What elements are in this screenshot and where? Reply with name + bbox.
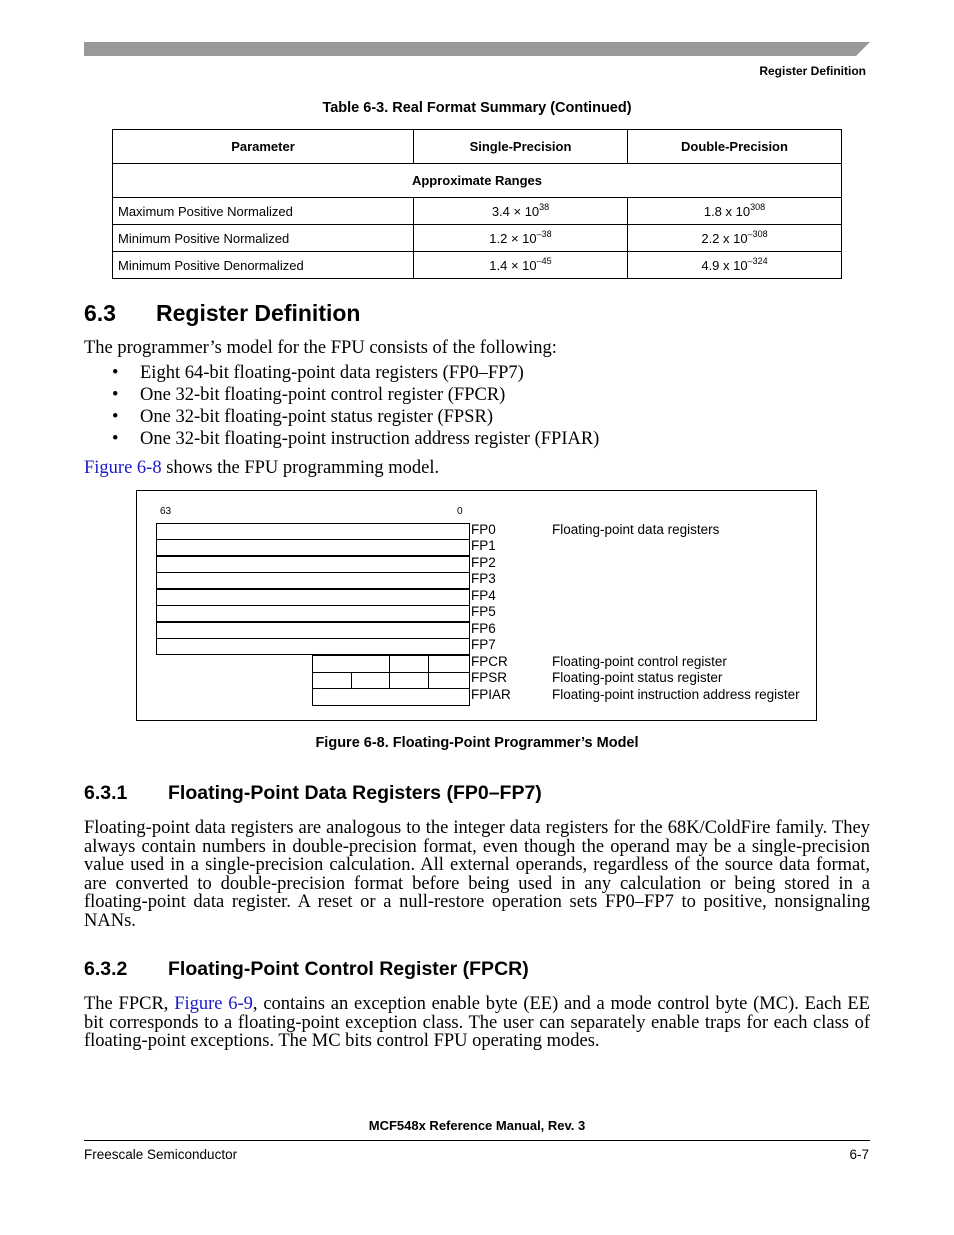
- figure-caption: Figure 6-8. Floating-Point Programmer’s Model: [315, 735, 639, 751]
- param-cell: Minimum Positive Normalized: [113, 225, 414, 252]
- table-row: [113, 198, 842, 225]
- real-format-table: [112, 129, 842, 279]
- register-list: [112, 362, 599, 450]
- fp3-register: [156, 572, 470, 589]
- fp7-register: [156, 638, 470, 655]
- fpcr-field: [312, 655, 390, 673]
- register-description: Floating-point instruction address register: [552, 687, 800, 702]
- register-label: FP1: [471, 538, 496, 553]
- param-cell: Maximum Positive Normalized: [113, 198, 414, 225]
- register-label: FPIAR: [471, 687, 511, 702]
- double-cell: 1.8 x $10^{308}$: [628, 198, 842, 225]
- figure-6-8-link[interactable]: Figure 6-8: [84, 458, 162, 478]
- table-caption: Table 6-3. Real Format Summary (Continued): [322, 100, 632, 116]
- param-cell: Minimum Positive Denormalized: [113, 252, 414, 279]
- subsection-body: The FPCR, Figure 6-9, contains an exception enable byte (EE) and a mode control byte (MC). Each EE bit corresponds to a floating-point exception class. The user can separately enable traps for each class of floating-point exceptions. The MC bits control FPU operating modes.: [84, 994, 870, 1051]
- running-title: Register Definition: [759, 64, 866, 78]
- table-span-row: [113, 164, 842, 198]
- span-label: Approximate Ranges: [113, 164, 842, 198]
- table-row: [113, 252, 842, 279]
- register-label: FP2: [471, 555, 496, 570]
- column-header: Parameter: [113, 130, 414, 164]
- section-intro: The programmer’s model for the FPU consists of the following:: [84, 338, 557, 358]
- register-label: FP6: [471, 621, 496, 636]
- double-cell: 2.2 x $10^{-308}$: [628, 225, 842, 252]
- figure-6-9-link[interactable]: Figure 6-9: [174, 994, 253, 1014]
- header-bar: [84, 42, 870, 56]
- register-label: FP7: [471, 637, 496, 652]
- subsection-heading: 6.3.2 Floating-Point Control Register (FPCR): [84, 958, 529, 980]
- table-row: [113, 225, 842, 252]
- single-cell: $1.2 \times 10^{-38}$: [414, 225, 628, 252]
- fpsr-field: [389, 672, 429, 689]
- register-label: FPSR: [471, 670, 508, 685]
- table-header-row: [113, 130, 842, 164]
- list-item: • One 32-bit floating-point control register (FPCR): [112, 385, 506, 405]
- footer-rule: [84, 1140, 870, 1141]
- fpiar-register: [312, 688, 470, 706]
- manual-title: MCF548x Reference Manual, Rev. 3: [368, 1118, 586, 1133]
- fpsr-field: [428, 672, 470, 689]
- fp4-register: [156, 589, 470, 606]
- register-description: Floating-point control register: [552, 654, 727, 669]
- register-description: Floating-point status register: [552, 670, 723, 685]
- fpcr-field: [428, 655, 470, 673]
- single-cell: $1.4 \times 10^{-45}$: [414, 252, 628, 279]
- register-label: FP0: [471, 522, 496, 537]
- section-heading: 6.3 Register Definition: [84, 300, 361, 326]
- fpsr-field: [351, 672, 390, 689]
- register-label: FP4: [471, 588, 496, 603]
- list-item: • Eight 64-bit floating-point data registers (FP0–FP7): [112, 363, 524, 383]
- bit-0-label: 0: [457, 506, 463, 517]
- fpcr-field: [389, 655, 429, 673]
- column-header: Double-Precision: [628, 130, 842, 164]
- bit-63-label: 63: [160, 506, 172, 517]
- register-label: FPCR: [471, 654, 508, 669]
- subsection-body: Floating-point data registers are analogous to the integer data registers for the 68K/ColdFire family. They always contain numbers in double-precision format, even though the operand may be a single-precision value used in a single-precision calculation. All external operands, regardless of the source data format, are converted to double-precision format before being used in any calculation or being stored in a floating-point data register. A reset or a null-restore operation sets FP0–FP7 to positive, nonsignaling NANs.: [84, 818, 870, 931]
- register-label: FP5: [471, 604, 496, 619]
- figure-reference: Figure 6-8 shows the FPU programming model.: [84, 458, 440, 478]
- fp6-register: [156, 622, 470, 639]
- fpu-programming-model-figure: [136, 490, 817, 721]
- register-label: FP3: [471, 571, 496, 586]
- company-name: Freescale Semiconductor: [84, 1147, 238, 1162]
- fp0-register: [156, 523, 470, 540]
- fp1-register: [156, 539, 470, 556]
- fp2-register: [156, 556, 470, 573]
- register-description: Floating-point data registers: [552, 522, 720, 537]
- single-cell: $3.4 \times 10^{38}$: [414, 198, 628, 225]
- list-item: • One 32-bit floating-point instruction address register (FPIAR): [112, 429, 600, 449]
- double-cell: 4.9 x $10^{-324}$: [628, 252, 842, 279]
- column-header: Single-Precision: [414, 130, 628, 164]
- list-item: • One 32-bit floating-point status register (FPSR): [112, 407, 494, 427]
- fp5-register: [156, 605, 470, 622]
- page-number: 6-7: [849, 1147, 869, 1162]
- subsection-heading: 6.3.1 Floating-Point Data Registers (FP0–FP7): [84, 782, 542, 804]
- fpsr-field: [312, 672, 352, 689]
